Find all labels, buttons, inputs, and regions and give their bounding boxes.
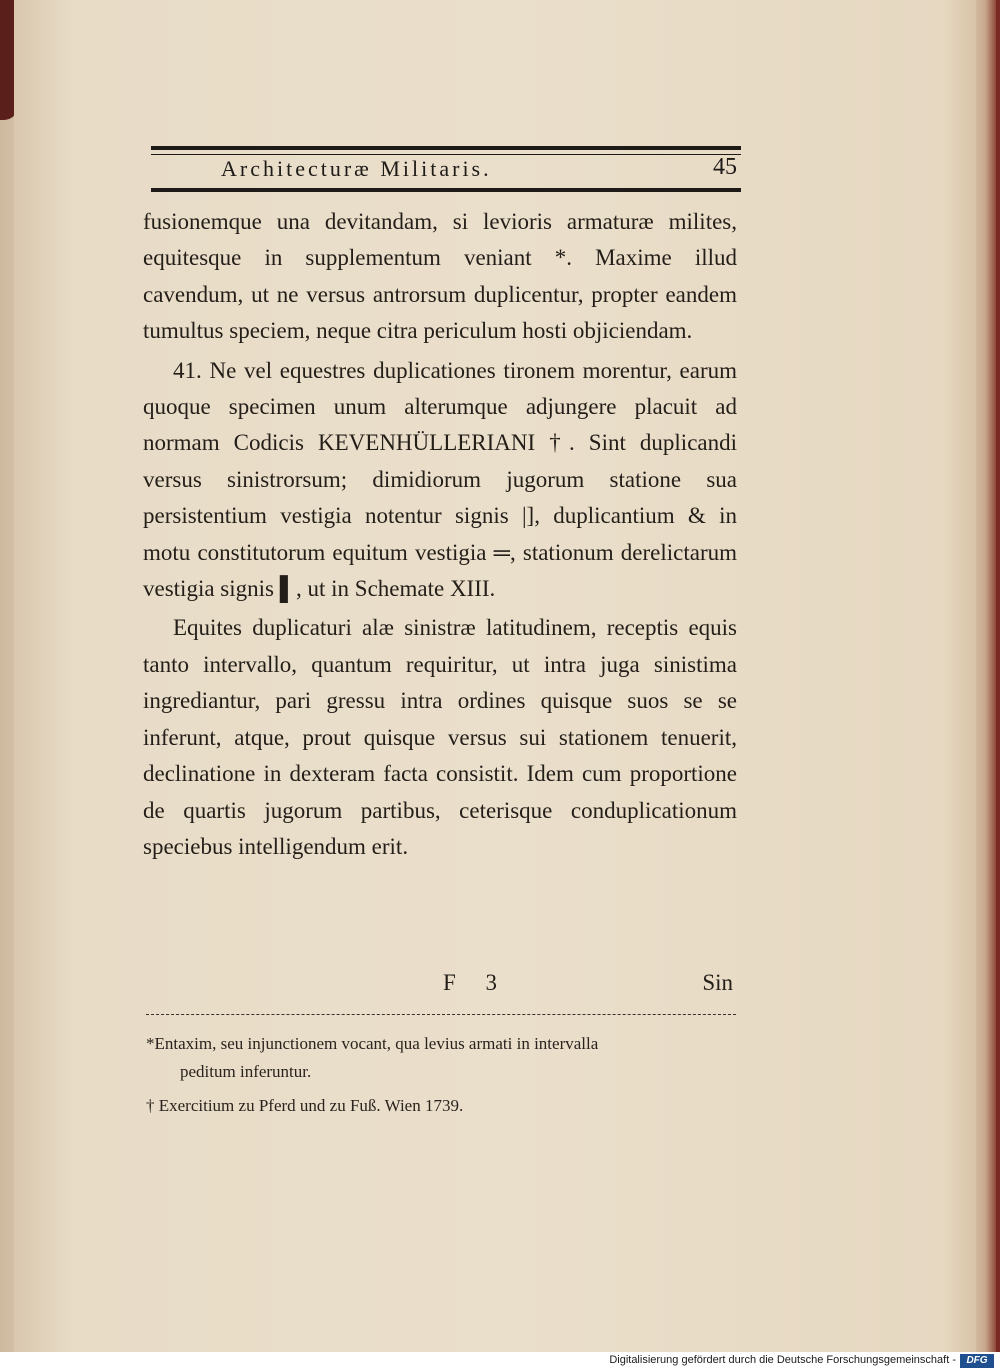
- main-text: [143, 204, 737, 868]
- footnote-rule: [146, 1014, 736, 1015]
- footnote-1-continuation: peditum inferuntur.: [180, 1062, 312, 1081]
- running-header: [151, 146, 741, 192]
- paragraph-3: Equites duplicaturi alæ sinistræ latitudinem, receptis equis tanto intervallo, quantum requiritur, ut intra juga sinistima ingrediantur, pari gressu intra ordines quisque suos se se inferunt, atque, prout quisque versus sui stationem tenuerit, declinatione in dexteram facta consistit. Idem cum proportione de quartis jugorum partibus, ceterisque conduplicationum speciebus intelligendum erit.: [143, 615, 737, 859]
- catchword: Sin: [702, 970, 733, 995]
- footnote-1: [146, 1030, 740, 1086]
- page-number: 45: [713, 154, 737, 180]
- footnotes: [146, 1030, 740, 1126]
- footnote-2: † Exercitium zu Pferd und zu Fuß. Wien 1739.: [146, 1096, 464, 1115]
- paragraph-1: fusionemque una devitandam, si levioris armaturæ milites, equitesque in supplementum veniant *. Maxime illud cavendum, ut ne versus antrorsum duplicentur, propter eandem tumultus speciem, neque citra periculum hosti objiciendam.: [143, 209, 737, 344]
- signature-line: [143, 970, 737, 1002]
- running-title: Architecturæ Militaris.: [221, 156, 492, 181]
- funding-credit: Digitalisierung gefördert durch die Deutsche Forschungsgemeinschaft -: [609, 1354, 956, 1366]
- digitization-footer: [0, 1352, 1000, 1371]
- dfg-logo: DFG: [960, 1354, 994, 1368]
- paragraph-2: 41. Ne vel equestres duplicationes tironem morentur, earum quoque specimen unum alterumque adjungere placuit ad normam Codicis KEVENHÜLLERIANI †. Sint duplicandi versus sinistrorsum; dimidiorum jugorum statione sua persistentium vestigia notentur signis |], duplicantium & in motu constitutorum equitum vestigia ═, stationum derelictarum vestigia signis ▌, ut in Schemate XIII.: [143, 357, 737, 602]
- signature-mark: F 3: [443, 970, 510, 995]
- footnote-1-text: *Entaxim, seu injunctionem vocant, qua levius armati in intervalla: [146, 1034, 599, 1053]
